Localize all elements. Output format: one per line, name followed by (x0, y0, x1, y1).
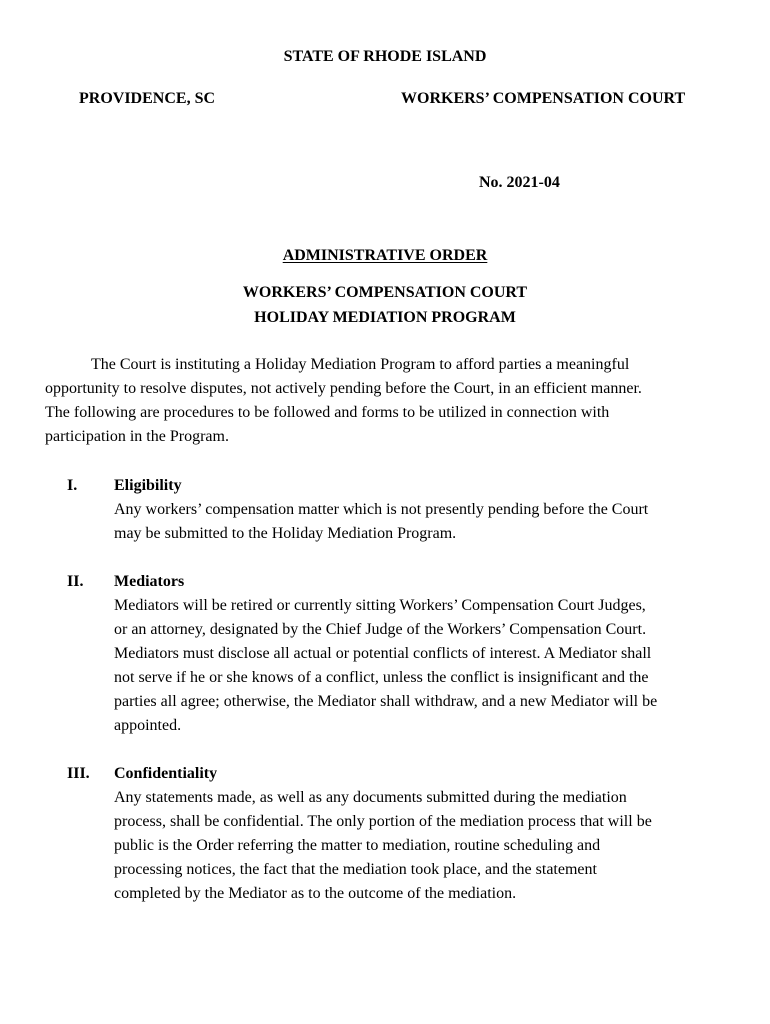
section-number-1: I. (67, 477, 78, 494)
county-label: PROVIDENCE, SC (79, 90, 216, 107)
order-number: No. 2021-04 (479, 174, 560, 191)
subtitle-line-2: HOLIDAY MEDIATION PROGRAM (254, 309, 516, 326)
section-line: Any workers’ compensation matter which is not presently pending before the Court (114, 501, 649, 518)
intro-line: participation in the Program. (45, 428, 229, 445)
order-heading-text: ADMINISTRATIVE ORDER (282, 247, 488, 264)
section-line: or an attorney, designated by the Chief Judge of the Workers’ Compensation Court. (114, 621, 647, 638)
section-line: not serve if he or she knows of a conflict, unless the conflict is insignificant and the (114, 669, 649, 686)
section-heading: Confidentiality (114, 765, 218, 782)
section-line: process, shall be confidential. The only portion of the mediation process that will be (114, 813, 652, 830)
section-line: may be submitted to the Holiday Mediation Program. (114, 525, 457, 542)
intro-line: opportunity to resolve disputes, not actively pending before the Court, in an efficient manner. (45, 380, 642, 397)
section-line: public is the Order referring the matter to mediation, routine scheduling and (114, 837, 601, 854)
section-heading: Eligibility (114, 477, 182, 494)
section-line: Mediators must disclose all actual or potential conflicts of interest. A Mediator shall (114, 645, 652, 662)
section-confidentiality (114, 762, 652, 906)
section-line: appointed. (114, 717, 182, 734)
intro-paragraph (45, 353, 642, 449)
section-heading: Mediators (114, 573, 185, 590)
section-mediators (114, 570, 657, 738)
section-eligibility (114, 474, 648, 546)
section-number-2: II. (67, 573, 84, 590)
section-number-3: III. (67, 765, 90, 782)
intro-line: The following are procedures to be followed and forms to be utilized in connection with (45, 404, 610, 421)
subtitle-line-1: WORKERS’ COMPENSATION COURT (242, 284, 528, 301)
section-line: completed by the Mediator as to the outcome of the mediation. (114, 885, 517, 902)
intro-line: The Court is instituting a Holiday Mediation Program to afford parties a meaningful (91, 356, 630, 373)
section-line: parties all agree; otherwise, the Mediator shall withdraw, and a new Mediator will be (114, 693, 658, 710)
state-title: STATE OF RHODE ISLAND (283, 48, 487, 65)
section-line: processing notices, the fact that the mediation took place, and the statement (114, 861, 597, 878)
court-name: WORKERS’ COMPENSATION COURT (401, 90, 686, 107)
order-heading (0, 246, 770, 266)
section-line: Any statements made, as well as any documents submitted during the mediation (114, 789, 627, 806)
section-line: Mediators will be retired or currently sitting Workers’ Compensation Court Judges, (114, 597, 646, 614)
